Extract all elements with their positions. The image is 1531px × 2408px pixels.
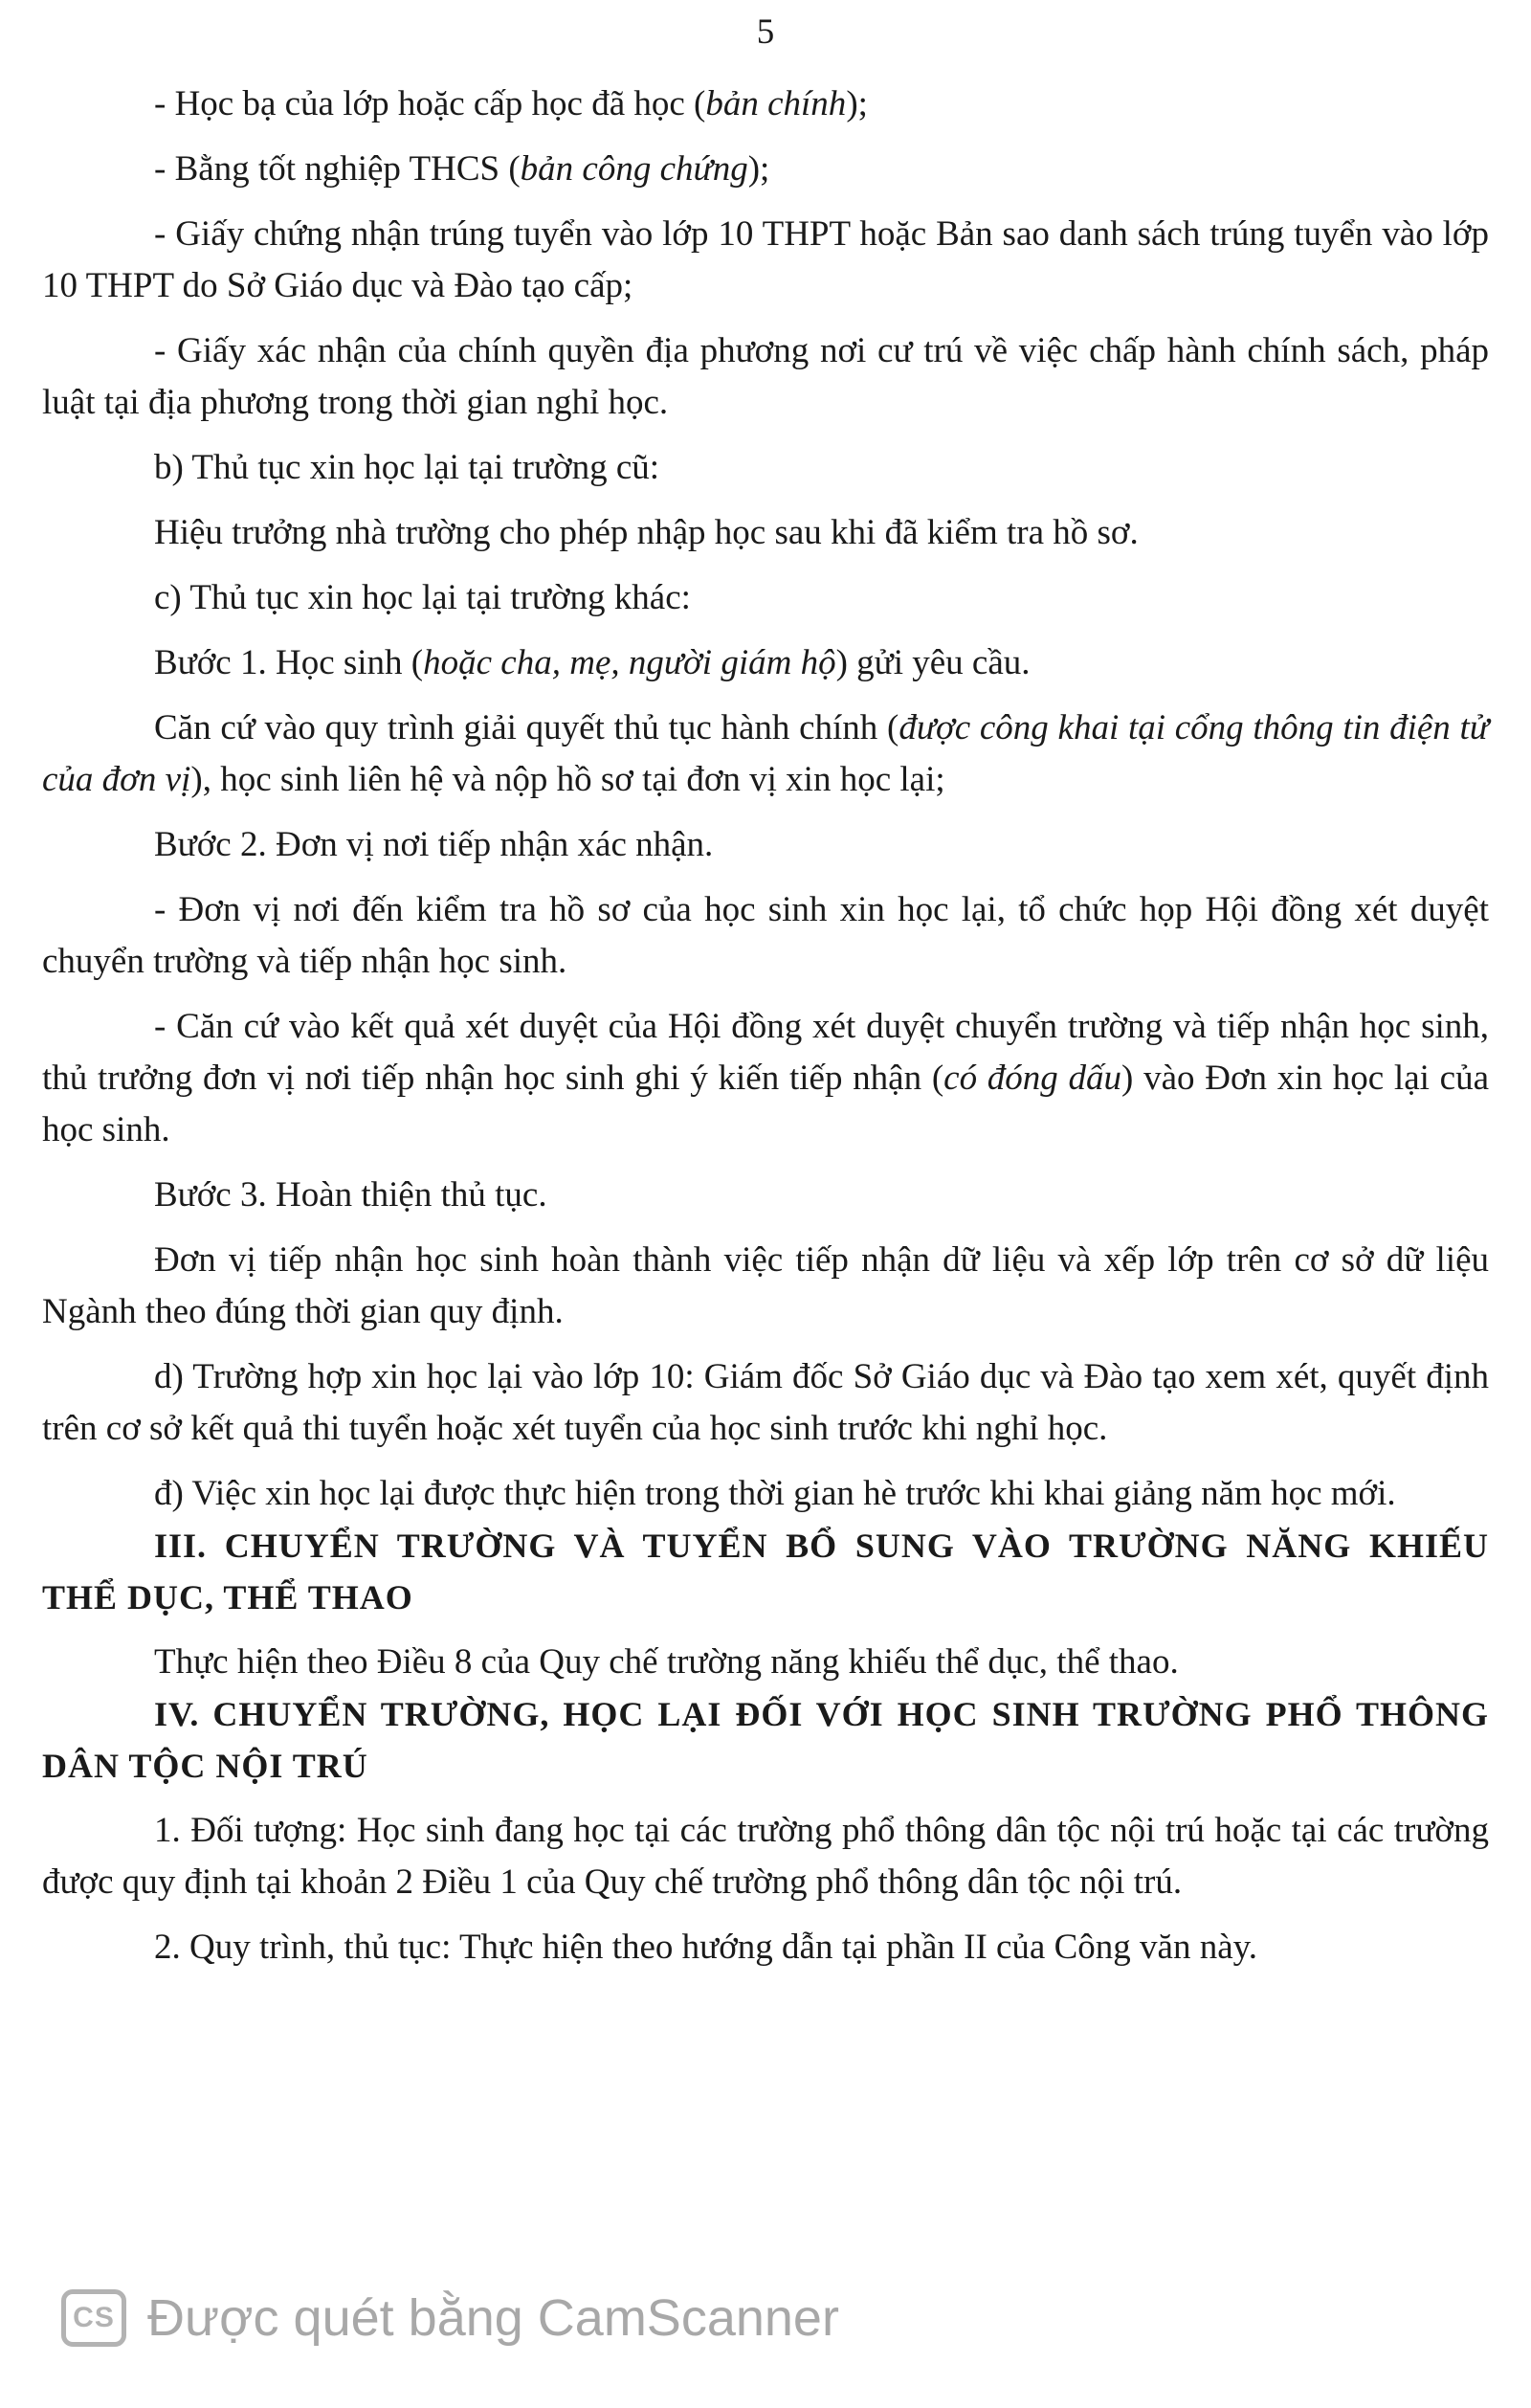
document-page <box>42 0 1489 2408</box>
paragraph-don-vi-noi-den: - Đơn vị nơi đến kiểm tra hồ sơ của học sinh xin học lại, tổ chức họp Hội đồng xét duyệt chuyển trường và tiếp nhận học sinh. <box>42 890 1489 981</box>
paragraph-giay-chung-nhan: - Giấy chứng nhận trúng tuyển vào lớp 10 THPT hoặc Bản sao danh sách trúng tuyển vào lớp 10 THPT do Sở Giáo dục và Đào tạo cấp; <box>42 214 1489 305</box>
camscanner-watermark <box>61 2284 839 2352</box>
section-heading-iv: IV. CHUYỂN TRƯỜNG, HỌC LẠI ĐỐI VỚI HỌC SINH TRƯỜNG PHỔ THÔNG DÂN TỘC NỘI TRÚ <box>42 1695 1489 1785</box>
paragraph-can-cu-quy-trinh: Căn cứ vào quy trình giải quyết thủ tục hành chính (được công khai tại cổng thông tin điện tử của đơn vị), học sinh liên hệ và nộp hồ sơ tại đơn vị xin học lại; <box>42 708 1489 799</box>
paragraph-buoc-3: Bước 3. Hoàn thiện thủ tục. <box>154 1175 547 1215</box>
paragraph-buoc-1: Bước 1. Học sinh (hoặc cha, mẹ, người giám hộ) gửi yêu cầu. <box>154 643 1031 682</box>
paragraph-bang-tot-nghiep: - Bằng tốt nghiệp THCS (bản công chứng); <box>154 149 770 189</box>
camscanner-watermark-text: Được quét bằng CamScanner <box>147 2289 839 2347</box>
document-body <box>42 78 1489 1973</box>
camscanner-logo-icon: CS <box>61 2289 126 2347</box>
heading-b-truong-cu: b) Thủ tục xin học lại tại trường cũ: <box>154 448 660 487</box>
paragraph-buoc-2: Bước 2. Đơn vị nơi tiếp nhận xác nhận. <box>154 825 714 864</box>
section-heading-iii: III. CHUYỂN TRƯỜNG VÀ TUYỂN BỔ SUNG VÀO TRƯỜNG NĂNG KHIẾU THỂ DỤC, THỂ THAO <box>42 1527 1489 1616</box>
paragraph-can-cu-ket-qua: - Căn cứ vào kết quả xét duyệt của Hội đồng xét duyệt chuyển trường và tiếp nhận học sinh, thủ trưởng đơn vị nơi tiếp nhận học sinh ghi ý kiến tiếp nhận (có đóng dấu) vào Đơn xin học lại của học sinh. <box>42 1007 1489 1149</box>
paragraph-don-vi-tiep-nhan: Đơn vị tiếp nhận học sinh hoàn thành việc tiếp nhận dữ liệu và xếp lớp trên cơ sở dữ liệu Ngành theo đúng thời gian quy định. <box>42 1240 1489 1331</box>
paragraph-giay-xac-nhan: - Giấy xác nhận của chính quyền địa phương nơi cư trú về việc chấp hành chính sách, pháp luật tại địa phương trong thời gian nghỉ học. <box>42 331 1489 422</box>
paragraph-dd-thoi-gian: đ) Việc xin học lại được thực hiện trong thời gian hè trước khi khai giảng năm học mới. <box>154 1474 1396 1513</box>
paragraph-hoc-ba: - Học bạ của lớp hoặc cấp học đã học (bản chính); <box>154 84 868 123</box>
paragraph-quy-trinh: 2. Quy trình, thủ tục: Thực hiện theo hướng dẫn tại phần II của Công văn này. <box>154 1928 1257 1967</box>
heading-c-truong-khac: c) Thủ tục xin học lại tại trường khác: <box>154 578 691 617</box>
page-number: 5 <box>756 12 775 52</box>
paragraph-doi-tuong: 1. Đối tượng: Học sinh đang học tại các trường phổ thông dân tộc nội trú hoặc tại các trường được quy định tại khoản 2 Điều 1 của Quy chế trường phổ thông dân tộc nội trú. <box>42 1811 1489 1902</box>
paragraph-dieu-8: Thực hiện theo Điều 8 của Quy chế trường năng khiếu thể dục, thể thao. <box>154 1642 1179 1682</box>
paragraph-hieu-truong: Hiệu trưởng nhà trường cho phép nhập học sau khi đã kiểm tra hồ sơ. <box>154 513 1139 552</box>
paragraph-d-lop-10: d) Trường hợp xin học lại vào lớp 10: Giám đốc Sở Giáo dục và Đào tạo xem xét, quyết định trên cơ sở kết quả thi tuyển hoặc xét tuyển của học sinh trước khi nghỉ học. <box>42 1357 1489 1448</box>
